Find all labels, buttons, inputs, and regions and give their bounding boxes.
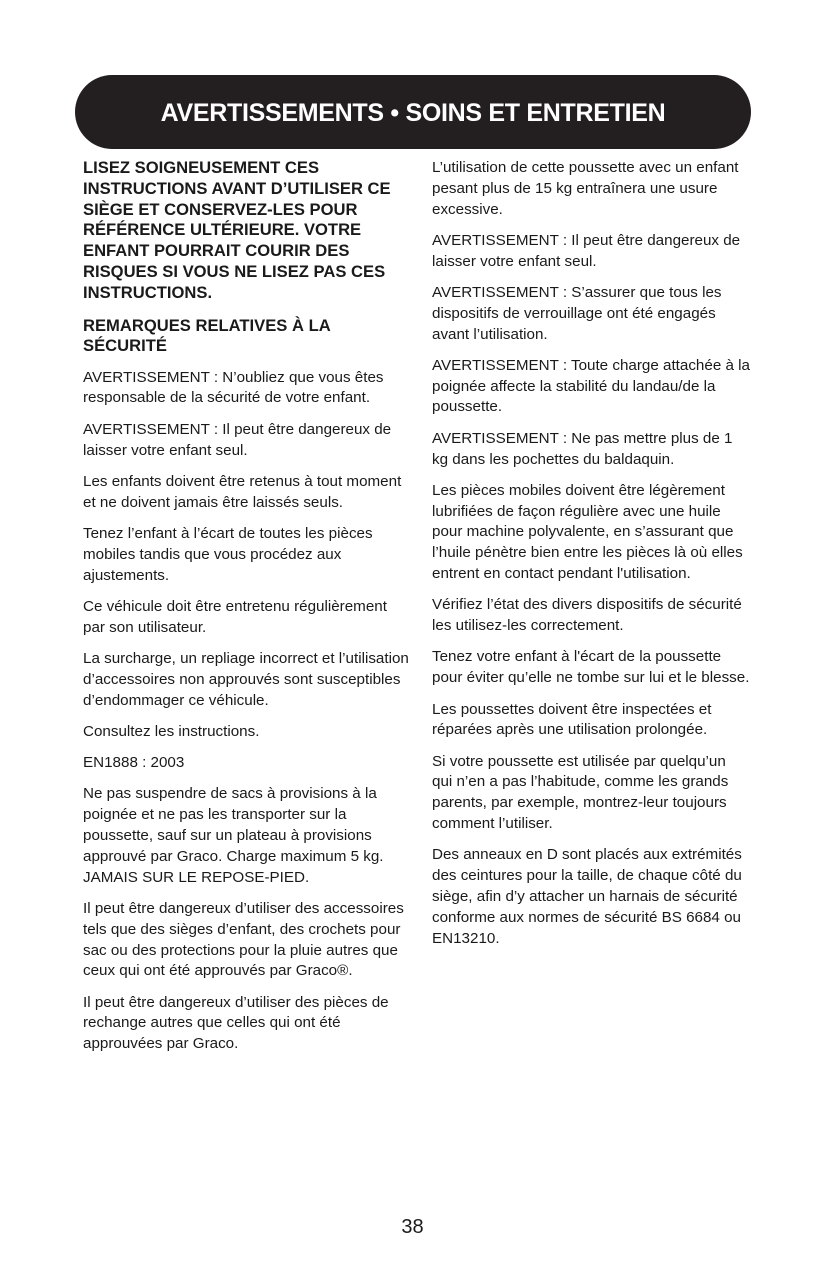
left-paragraph: La surcharge, un repliage incorrect et l’utilisation d’accessoires non approuvés sont susceptibles d’endommager ce véhicule.: [83, 649, 409, 709]
left-paragraph: Ce véhicule doit être entretenu régulièrement par son utilisateur.: [83, 597, 387, 636]
left-paragraph: Il peut être dangereux d’utiliser des accessoires tels que des sièges d’enfant, des crochets pour sac ou des protections pour la pluie autres que ceux qui ont été approuvés par Graco®.: [83, 899, 404, 980]
page-number: 38: [401, 1216, 424, 1238]
right-column: [432, 158, 750, 949]
left-paragraph: Tenez l’enfant à l’écart de toutes les pièces mobiles tandis que vous procédez aux ajustements.: [83, 524, 373, 584]
left-paragraph: AVERTISSEMENT : Il peut être dangereux de laisser votre enfant seul.: [83, 420, 392, 459]
left-paragraph: Consultez les instructions.: [83, 722, 260, 740]
left-paragraph: Ne pas suspendre de sacs à provisions à la poignée et ne pas les transporter sur la poussette, sauf sur un plateau à provisions approuvé par Graco. Charge maximum 5 kg. JAMAIS SUR LE REPOSE-PIED.: [83, 785, 384, 886]
right-paragraph: AVERTISSEMENT : Toute charge attachée à la poignée affecte la stabilité du landau/de la poussette.: [432, 356, 750, 416]
right-paragraph: Les poussettes doivent être inspectées et réparées après une utilisation prolongée.: [432, 700, 712, 739]
right-paragraph: Des anneaux en D sont placés aux extrémités des ceintures pour la taille, de chaque côté du siège, afin d’y attacher un harnais de sécurité conforme aux normes de sécurité BS 6684 ou EN13210.: [432, 846, 742, 947]
right-paragraph: Tenez votre enfant à l'écart de la poussette pour éviter qu’elle ne tombe sur lui et le blesse.: [432, 648, 750, 687]
intro-warning: LISEZ SOIGNEUSEMENT CES INSTRUCTIONS AVANT D’UTILISER CE SIÈGE ET CONSERVEZ-LES POUR RÉFÉRENCE ULTÉRIEURE. VOTRE ENFANT POURRAIT COURIR DES RISQUES SI VOUS NE LISEZ PAS CES INSTRUCTIONS.: [83, 158, 391, 302]
section-heading-safety: REMARQUES RELATIVES À LA SÉCURITÉ: [83, 315, 331, 356]
right-paragraph: AVERTISSEMENT : S’assurer que tous les dispositifs de verrouillage ont été engagés avant l’utilisation.: [432, 283, 722, 343]
right-paragraph: Les pièces mobiles doivent être légèrement lubrifiées de façon régulière avec une huile pour machine polyvalente, en s’assurant que l’huile pénètre bien entre les pièces là où elles entrent en contact pendant l'utilisation.: [432, 481, 743, 583]
right-paragraph: Vérifiez l’état des divers dispositifs de sécurité les utilisez-les correctement.: [432, 596, 742, 635]
right-paragraph: AVERTISSEMENT : Ne pas mettre plus de 1 kg dans les pochettes du baldaquin.: [432, 429, 733, 468]
left-column: [83, 158, 413, 1055]
right-paragraph: L’utilisation de cette poussette avec un enfant pesant plus de 15 kg entraînera une usure excessive.: [432, 159, 739, 218]
left-paragraph: EN1888 : 2003: [83, 754, 185, 772]
right-paragraph: Si votre poussette est utilisée par quelqu’un qui n’en a pas l’habitude, comme les grands parents, par exemple, montrez-leur toujours comment l’utiliser.: [432, 752, 729, 833]
left-paragraph: Il peut être dangereux d’utiliser des pièces de rechange autres que celles qui ont été approuvées par Graco.: [83, 993, 389, 1053]
page-title: AVERTISSEMENTS • SOINS ET ENTRETIEN: [160, 98, 666, 127]
right-paragraph: AVERTISSEMENT : Il peut être dangereux de laisser votre enfant seul.: [432, 231, 741, 270]
left-paragraph: AVERTISSEMENT : N’oubliez que vous êtes responsable de la sécurité de votre enfant.: [83, 368, 384, 407]
left-paragraph: Les enfants doivent être retenus à tout moment et ne doivent jamais être laissés seuls.: [83, 472, 402, 511]
page-header-banner: [75, 75, 751, 149]
